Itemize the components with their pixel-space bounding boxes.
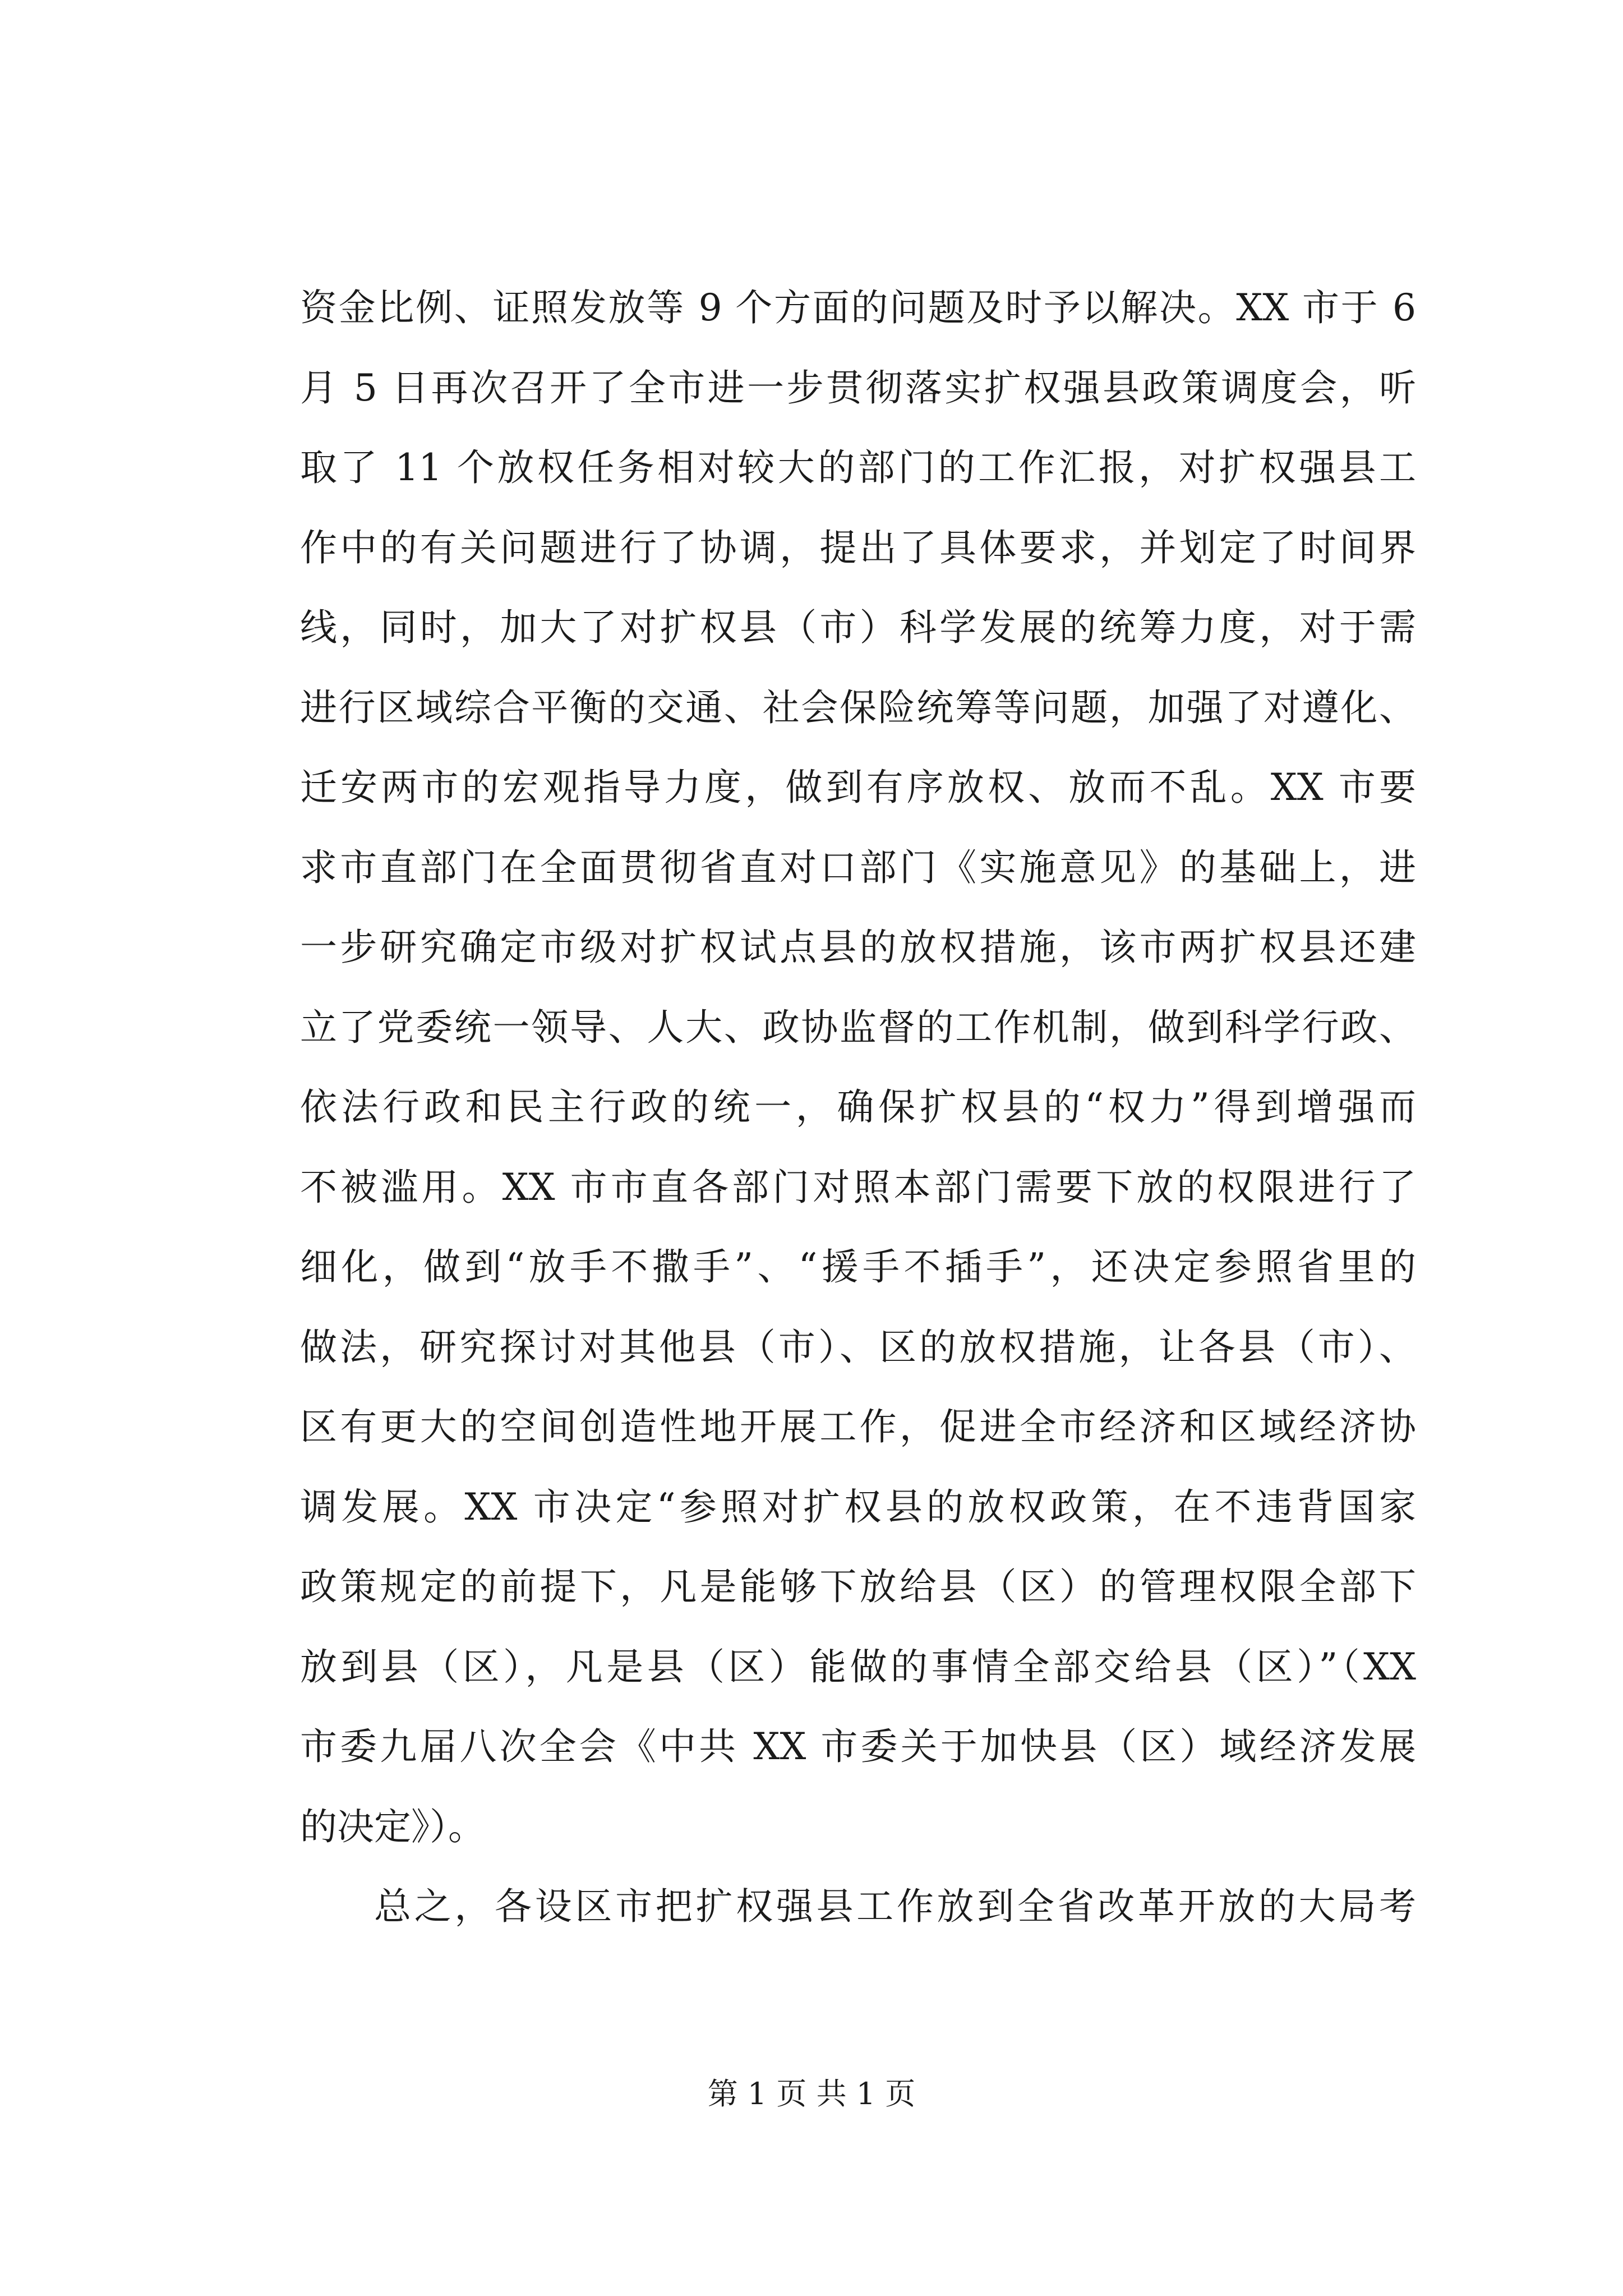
text-line: 求市直部门在全面贯彻省直对口部门《实施意见》的基础上，进 <box>300 845 1416 889</box>
page-footer: 第 1 页 共 1 页 <box>707 2076 916 2111</box>
text-line: 的决定》）。 <box>300 1805 485 1848</box>
text-line: 线，同时，加大了对扩权县（市）科学发展的统筹力度，对于需 <box>300 606 1416 649</box>
text-line: 月 5 日再次召开了全市进一步贯彻落实扩权强县政策调度会，听 <box>300 366 1416 409</box>
body-text <box>300 268 1416 1947</box>
text-line: 总之，各设区市把扩权强县工作放到全省改革开放的大局考 <box>374 1885 1416 1928</box>
text-line: 做法，研究探讨对其他县（市）、区的放权措施，让各县（市）、 <box>300 1325 1416 1369</box>
text-line: 一步研究确定市级对扩权试点县的放权措施，该市两扩权县还建 <box>300 926 1416 969</box>
text-line: 不被滥用。XX 市市直各部门对照本部门需要下放的权限进行了 <box>300 1165 1416 1209</box>
text-line: 放到县（区），凡是县（区）能做的事情全部交给县（区）”（XX <box>300 1645 1416 1688</box>
text-line: 立了党委统一领导、人大、政协监督的工作机制，做到科学行政、 <box>300 1005 1416 1049</box>
text-line: 迁安两市的宏观指导力度，做到有序放权、放而不乱。XX 市要 <box>300 766 1416 809</box>
text-line: 资金比例、证照发放等 9 个方面的问题及时予以解决。XX 市于 6 <box>300 286 1416 329</box>
text-line: 政策规定的前提下，凡是能够下放给县（区）的管理权限全部下 <box>300 1565 1416 1608</box>
text-line: 细化，做到“放手不撒手”、“援手不插手”，还决定参照省里的 <box>300 1245 1416 1289</box>
text-line: 依法行政和民主行政的统一，确保扩权县的“权力”得到增强而 <box>300 1085 1416 1129</box>
text-line: 进行区域综合平衡的交通、社会保险统筹等问题，加强了对遵化、 <box>300 685 1416 729</box>
text-line: 区有更大的空间创造性地开展工作，促进全市经济和区域经济协 <box>300 1405 1416 1448</box>
text-line: 作中的有关问题进行了协调，提出了具体要求，并划定了时间界 <box>300 526 1416 569</box>
text-line: 调发展。XX 市决定“参照对扩权县的放权政策，在不违背国家 <box>300 1485 1416 1529</box>
text-line: 市委九届八次全会《中共 XX 市委关于加快县（区）域经济发展 <box>300 1725 1416 1768</box>
text-line: 取了 11 个放权任务相对较大的部门的工作汇报，对扩权强县工 <box>300 446 1416 489</box>
